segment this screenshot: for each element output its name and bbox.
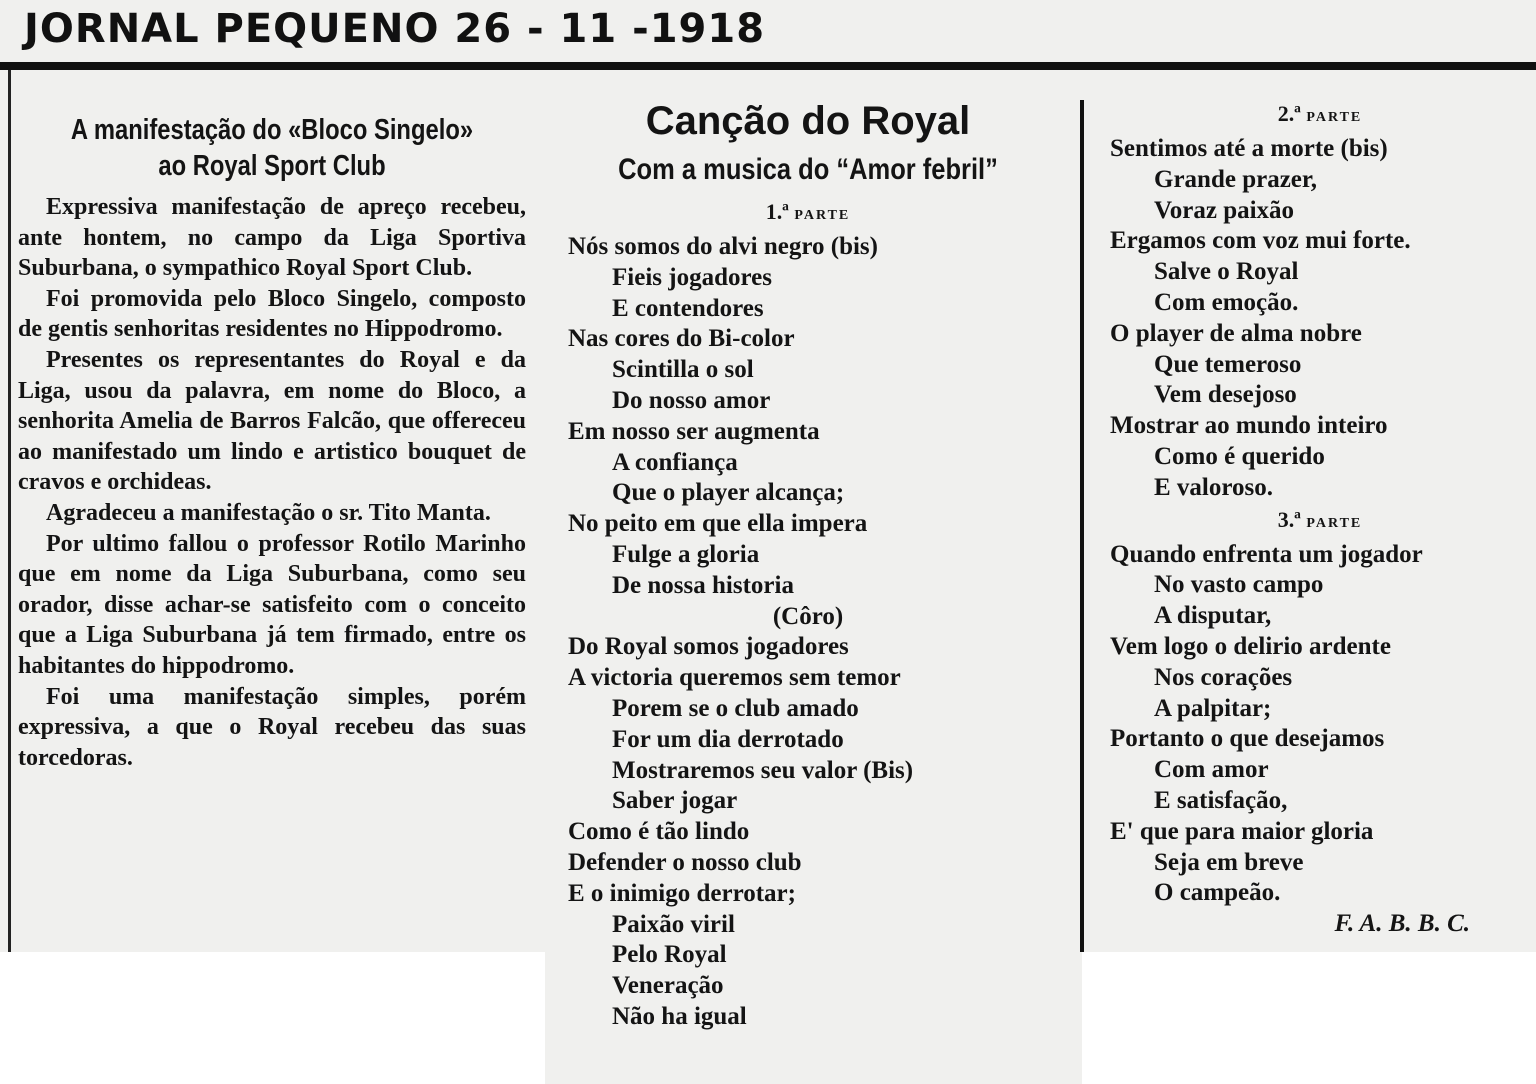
verse-line: (Côro) — [772, 602, 844, 630]
signature-block — [1110, 909, 1530, 940]
article-paragraph: Expressiva manifestação de apreço recebeu, ante hontem, no campo da Liga Sportiva Suburbana, o sympathico Royal Sport Club. — [18, 194, 526, 282]
part-2-heading — [1110, 98, 1530, 134]
verse-line: No peito em que ella impera — [568, 510, 868, 538]
part-3-verse — [1110, 540, 1530, 910]
song-subtitle: Com a musica do “Amor febril” — [618, 153, 998, 186]
verse-line: Pelo Royal — [612, 941, 727, 969]
verse-line: Que temeroso — [1154, 350, 1302, 378]
verse-line: Nos corações — [1154, 663, 1293, 691]
masthead — [0, 0, 1536, 66]
song-continuation-column — [1110, 98, 1530, 940]
verse-line: Defender o nosso club — [568, 848, 802, 876]
article-headline-line-2: ao Royal Sport Club — [158, 150, 386, 182]
verse-line: Mostrar ao mundo inteiro — [1110, 412, 1388, 440]
part-3-number: 3.ª — [1277, 506, 1301, 532]
song-column — [568, 96, 1048, 1033]
verse-line: E o inimigo derrotar; — [568, 879, 796, 907]
song-signature: F. A. B. B. C. — [1334, 910, 1470, 938]
verse-line: Paixão viril — [612, 910, 735, 938]
verse-line: No vasto campo — [1154, 571, 1324, 599]
verse-line: A palpitar; — [1154, 694, 1272, 722]
verse-line: Vem desejoso — [1154, 381, 1297, 409]
verse-line: Do Royal somos jogadores — [568, 633, 849, 661]
verse-line: Com emoção. — [1154, 288, 1299, 316]
verse-line: Portanto o que desejamos — [1110, 725, 1385, 753]
verse-line: Ergamos com voz mui forte. — [1110, 227, 1411, 255]
part-3-label: PARTE — [1306, 515, 1363, 531]
verse-line: Fulge a gloria — [612, 540, 760, 568]
verse-line: Porem se o club amado — [612, 694, 859, 722]
part-1-heading — [568, 196, 1048, 232]
verse-line: Nós somos do alvi negro (bis) — [568, 233, 878, 260]
verse-line: Quando enfrenta um jogador — [1110, 540, 1423, 568]
verse-line: Vem logo o delirio ardente — [1110, 632, 1391, 660]
verse-line: Não ha igual — [612, 1002, 747, 1030]
article-paragraph: Presentes os representantes do Royal e da Liga, usou da palavra, em nome do Bloco, a senhorita Amelia de Barros Falcão, que offereceu ao manifestado um lindo e artistico bouquet de cravos e orchideas. — [18, 346, 526, 496]
verse-line: A confiança — [612, 448, 738, 476]
verse-line: De nossa historia — [612, 571, 794, 599]
part-2-number: 2.ª — [1277, 101, 1301, 126]
article-paragraph: Agradeceu a manifestação o sr. Tito Manta. — [46, 499, 491, 526]
verse-line: Como é querido — [1154, 442, 1325, 470]
masthead-title: JORNAL PEQUENO 26 - 11 -1918 — [24, 6, 766, 52]
song-title: Canção do Royal — [645, 99, 971, 143]
part-1-verse — [568, 232, 1048, 1033]
verse-line: Do nosso amor — [612, 386, 771, 414]
verse-line: Com amor — [1154, 756, 1269, 784]
verse-line: Fieis jogadores — [612, 263, 772, 291]
part-2-verse — [1110, 134, 1530, 504]
verse-line: A disputar, — [1154, 602, 1272, 630]
column-rule — [1080, 100, 1084, 952]
verse-line: Mostraremos seu valor (Bis) — [612, 756, 914, 784]
part-1-number: 1.ª — [765, 199, 789, 224]
part-3-heading — [1110, 504, 1530, 540]
verse-line: E' que para maior gloria — [1110, 817, 1374, 845]
verse-line: Seja em breve — [1154, 848, 1304, 876]
verse-line: Saber jogar — [612, 787, 738, 815]
masthead-rule — [0, 62, 1536, 70]
article-paragraph: Por ultimo fallou o professor Rotilo Marinho que em nome da Liga Suburbana, como seu orador, disse achar-se satisfeito com o conceito que a Liga Suburbana já tem firmado, entre os habitantes do hippodromo. — [18, 530, 526, 679]
article-headline-line-1: A manifestação do «Bloco Singelo» — [70, 114, 474, 146]
article-paragraph: Foi promovida pelo Bloco Singelo, composto de gentis senhoritas residentes no Hippodromo. — [18, 285, 526, 343]
part-1-label: PARTE — [794, 208, 851, 223]
verse-line: E contendores — [612, 294, 764, 322]
article-headline — [31, 112, 513, 184]
verse-line: Sentimos até a morte (bis) — [1110, 135, 1388, 162]
verse-line: Nas cores do Bi-color — [568, 325, 795, 353]
verse-line: A victoria queremos sem temor — [568, 664, 901, 692]
verse-line: O player de alma nobre — [1110, 319, 1362, 347]
verse-line: Que o player alcança; — [612, 479, 845, 507]
verse-line: Scintilla o sol — [612, 356, 754, 384]
verse-line: Salve o Royal — [1154, 258, 1299, 286]
verse-line: E valoroso. — [1154, 473, 1273, 501]
part-2-label: PARTE — [1306, 110, 1363, 125]
verse-line: Veneração — [612, 972, 724, 1000]
verse-line: For um dia derrotado — [612, 725, 844, 753]
verse-line: Como é tão lindo — [568, 818, 750, 846]
verse-line: Grande prazer, — [1154, 165, 1317, 193]
verse-line: Em nosso ser augmenta — [568, 417, 820, 445]
verse-line: Voraz paixão — [1154, 196, 1295, 224]
article-column — [18, 112, 526, 773]
left-border-rule — [8, 70, 11, 952]
article-paragraph: Foi uma manifestação simples, porém expressiva, a que o Royal recebeu das suas torcedoras. — [18, 683, 526, 771]
verse-line: E satisfação, — [1154, 786, 1288, 814]
verse-line: O campeão. — [1154, 879, 1281, 907]
